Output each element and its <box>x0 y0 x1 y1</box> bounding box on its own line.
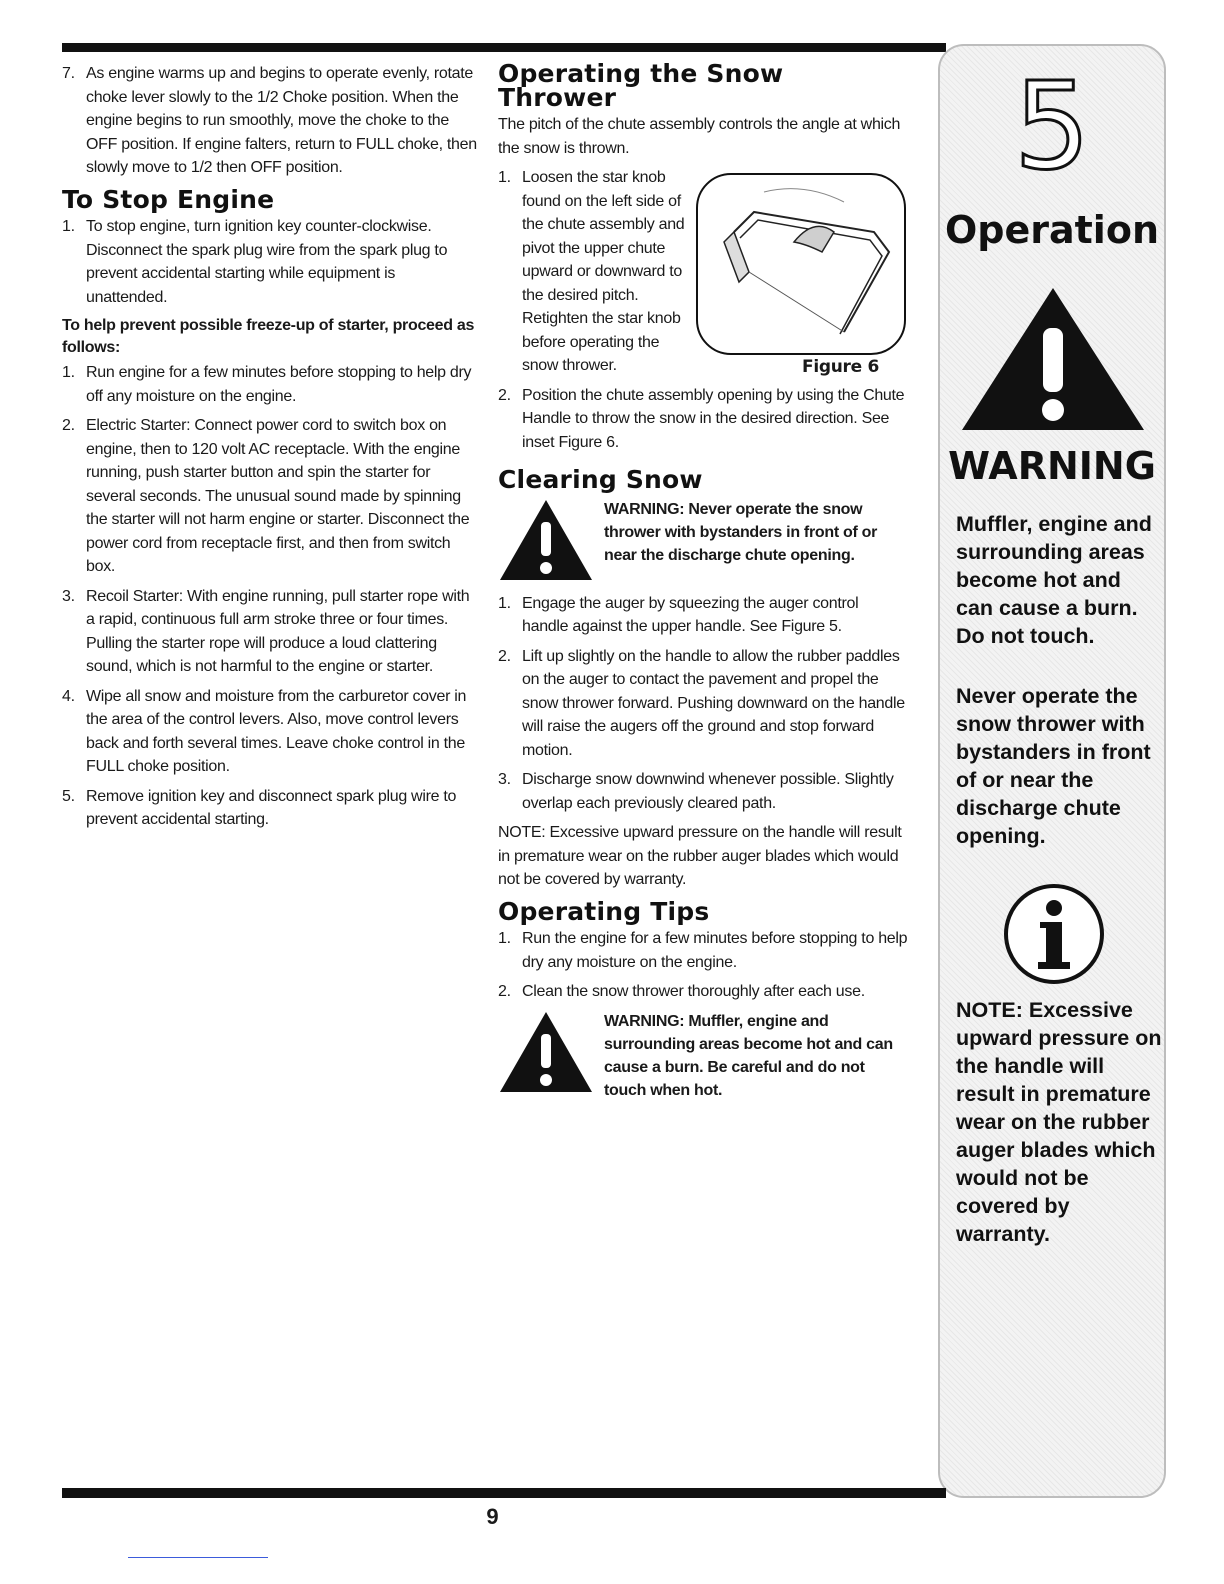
sidebar-warning-bystanders: Never operate the snow thrower with bystanders in front of or near the discharge chute opening. <box>956 684 1151 848</box>
list-item <box>498 166 908 378</box>
step-text: Electric Starter: Connect power cord to switch box on engine, then to 120 volt AC receptacle. With the engine running, push starter button and spin the starter for several seconds. The unusual sound made by spinning the starter will not harm engine or starter. Disconnect the power cord from receptacle first, and then from switch box. <box>86 417 470 575</box>
middle-column <box>498 60 908 1112</box>
step-number: 7. <box>62 65 75 82</box>
warning-text: WARNING: Muffler, engine and surrounding areas become hot and can cause a burn. Be careful and do not touch when hot. <box>604 1012 893 1099</box>
step-number: 1. <box>62 218 75 235</box>
list-item <box>62 785 478 832</box>
step-text: Clean the snow thrower thoroughly after each use. <box>522 983 865 1000</box>
list-item <box>62 361 478 408</box>
left-column <box>62 62 478 838</box>
chapter-number: 5 <box>1013 58 1091 197</box>
step-text: Lift up slightly on the handle to allow the rubber paddles on the auger to contact the pavement and propel the snow thrower forward. Pushing downward on the handle will raise the augers off the ground and stop forward motion. <box>522 647 905 759</box>
step-text: As engine warms up and begins to operate evenly, rotate choke lever slowly to the 1/2 Choke position. When the engine begins to run smoothly, move the choke to the OFF position. If engine falters, return to FULL choke, then slowly move to 1/2 then OFF position. <box>86 65 477 176</box>
bottom-rule <box>62 1488 946 1498</box>
list-item <box>498 384 908 455</box>
chapter-sidebar <box>938 44 1166 1498</box>
step-text: Wipe all snow and moisture from the carburetor cover in the area of the control levers. Also, move control levers back and forth several times. Leave choke control in the FULL choke position. <box>86 687 467 775</box>
tips-steps <box>498 927 908 1004</box>
step-number: 2. <box>498 983 511 1000</box>
section-title-operating: Operating the Snow Thrower <box>498 59 784 112</box>
step-number: 1. <box>62 364 75 381</box>
freeze-up-heading: To help prevent possible freeze-up of starter, proceed as follows: <box>62 317 475 356</box>
step-number: 2. <box>498 647 511 665</box>
step-number: 1. <box>498 169 511 186</box>
sidebar-warning-label: WARNING <box>948 444 1156 488</box>
operating-steps <box>498 166 908 454</box>
warning-triangle-icon <box>498 1010 594 1094</box>
engine-start-step-list <box>62 62 478 180</box>
warning-text: WARNING: Never operate the snow thrower with bystanders in front of or near the discharge chute opening. <box>604 500 878 564</box>
list-item <box>62 685 478 779</box>
step-number: 2. <box>62 417 75 434</box>
step-text: Run engine for a few minutes before stopping to help dry off any moisture on the engine. <box>86 364 472 405</box>
step-number: 1. <box>498 594 511 612</box>
figure-caption: Figure 6 <box>802 357 879 377</box>
section-title-stop-engine: To Stop Engine <box>62 184 275 214</box>
step-number: 3. <box>498 771 511 788</box>
step-text: Position the chute assembly opening by using the Chute Handle to throw the snow in the desired direction. See inset Figure 6. <box>522 386 905 451</box>
list-item <box>498 768 908 815</box>
tips-warning <box>498 1010 908 1102</box>
step-number: 5. <box>62 787 75 805</box>
step-text: Discharge snow downwind whenever possible. Slightly overlap each previously cleared path. <box>522 771 894 812</box>
list-item <box>62 215 478 309</box>
chapter-title: Operation <box>944 208 1159 252</box>
step-text: Loosen the star knob found on the left side of the chute assembly and pivot the upper chute upward or downward to the desired pitch. Retighten the star knob before operating the snow thrower. <box>522 169 685 374</box>
step-number: 1. <box>498 930 511 947</box>
top-rule <box>62 43 946 52</box>
clearing-note: NOTE: Excessive upward pressure on the handle will result in premature wear on the rubber auger blades which would not be covered by warranty. <box>498 824 902 888</box>
step-text: Remove ignition key and disconnect spark plug wire to prevent accidental starting. <box>86 787 457 828</box>
step-text: Run the engine for a few minutes before stopping to help dry any moisture on the engine. <box>522 930 908 971</box>
operating-intro: The pitch of the chute assembly controls the angle at which the snow is thrown. <box>498 116 901 157</box>
step-number: 4. <box>62 687 75 705</box>
list-item <box>62 414 478 579</box>
sidebar-note: NOTE: Excessive upward pressure on the handle will result in premature wear on the rubber auger blades which would not be covered by warranty. <box>956 998 1162 1246</box>
step-text: Recoil Starter: With engine running, pull starter rope with a rapid, continuous full arm stroke three or four times. Pulling the starter rope will produce a loud clattering sound, which is not harmful to the engine or starter. <box>86 587 470 675</box>
clearing-steps <box>498 592 908 816</box>
section-title-operating-tips: Operating Tips <box>498 896 710 926</box>
sidebar-warning-muffler: Muffler, engine and surrounding areas become hot and can cause a burn. Do not touch. <box>956 512 1152 648</box>
list-item <box>498 980 908 1004</box>
list-item <box>62 585 478 679</box>
step-text: To stop engine, turn ignition key counter-clockwise. Disconnect the spark plug wire from the spark plug to prevent accidental starting while equipment is unattended. <box>86 218 448 306</box>
step-number: 3. <box>62 587 75 605</box>
warning-triangle-icon <box>498 498 594 582</box>
list-item <box>498 927 908 974</box>
chute-figure-block <box>498 166 908 460</box>
freeze-up-steps <box>62 361 478 832</box>
stop-engine-steps <box>62 215 478 309</box>
section-title-clearing-snow: Clearing Snow <box>498 465 703 494</box>
step-text: Engage the auger by squeezing the auger control handle against the upper handle. See Figure 5. <box>522 594 859 635</box>
list-item <box>62 62 478 180</box>
list-item <box>498 592 908 639</box>
list-item <box>498 645 908 763</box>
footer-link-rule <box>128 1557 268 1558</box>
step-number: 2. <box>498 386 511 404</box>
page-number: 9 <box>486 1504 499 1529</box>
clearing-warning <box>498 498 908 582</box>
info-icon <box>1002 882 1106 986</box>
warning-triangle-icon <box>958 284 1148 434</box>
